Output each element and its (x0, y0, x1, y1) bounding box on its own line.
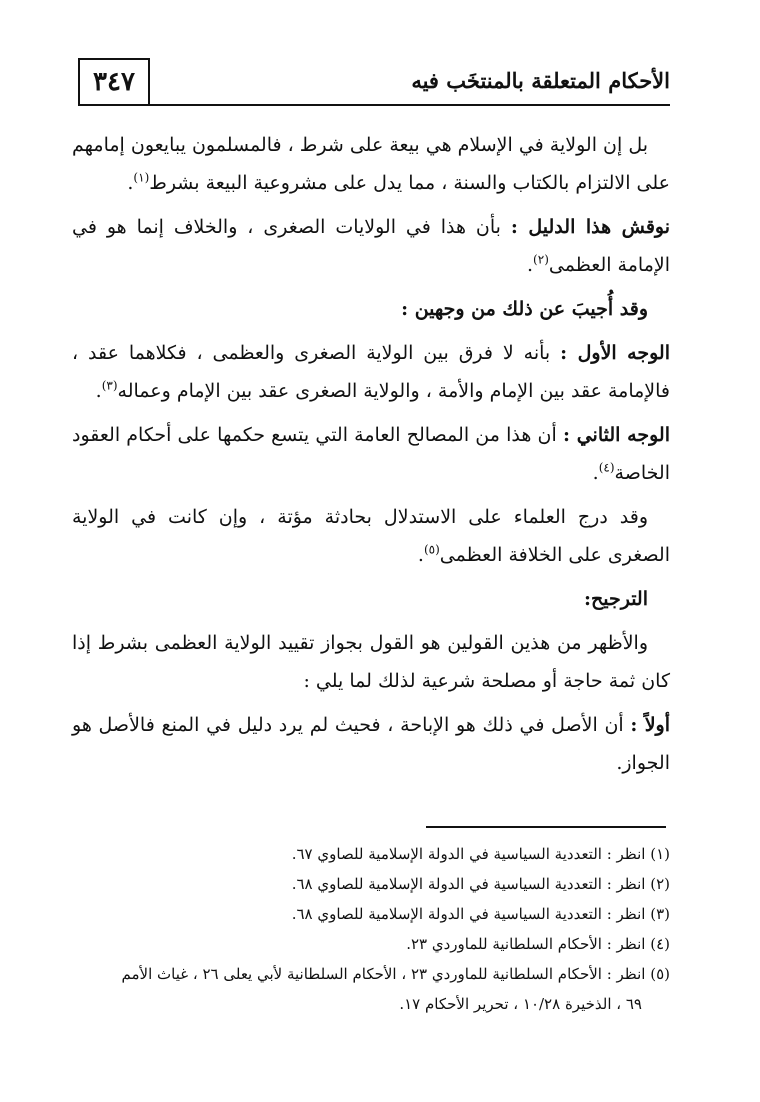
punctuation: . (95, 380, 102, 402)
paragraph-3: وقد أُجيبَ عن ذلك من وجهين : (401, 298, 648, 320)
punctuation: . (592, 462, 599, 484)
page-number-box (78, 58, 150, 106)
footnote-3: (٣) انظر : التعددية السياسية في الدولة الإسلامية للصاوي ٦٨. (291, 905, 670, 923)
punctuation: . (417, 544, 424, 566)
footnote-ref-1: (١) (133, 170, 150, 185)
paragraph-text: أن الأصل في ذلك هو الإباحة ، فحيث لم يرد دليل في المنع فالأصل هو الجواز. (72, 714, 670, 774)
paragraph-lead: الوجه الثاني : (562, 424, 670, 446)
footnote-1: (١) انظر : التعددية السياسية في الدولة الإسلامية للصاوي ٦٧. (291, 845, 670, 863)
paragraph-5 (72, 416, 670, 492)
footnote-ref-4: (٤) (598, 460, 615, 475)
paragraph-text: بأن هذا في الولايات الصغرى ، والخلاف إنما هو في الإمامة العظمى (72, 216, 670, 276)
paragraph-1 (72, 126, 670, 202)
paragraph-text: وقد درج العلماء على الاستدلال بحادثة مؤتة ، وإن كانت في الولاية الصغرى على الخلافة العظمى (72, 506, 670, 566)
footnote-2: (٢) انظر : التعددية السياسية في الدولة الإسلامية للصاوي ٦٨. (291, 875, 670, 893)
footnote-ref-2: (٢) (533, 252, 549, 267)
main-text (72, 126, 670, 788)
section-heading-tarjih: الترجيح: (583, 588, 648, 610)
paragraph-8: والأظهر من هذين القولين هو القول بجواز تقييد الولاية العظمى بشرط إذا كان ثمة حاجة أو مصلحة شرعية لذلك لما يلي : (72, 632, 670, 692)
paragraph-6 (72, 498, 670, 574)
paragraph-lead: نوقش هذا الدليل : (510, 216, 671, 238)
paragraph-lead: أولاً : (630, 714, 671, 736)
footnote-5: (٥) انظر : الأحكام السلطانية للماوردي ٢٣ ، الأحكام السلطانية لأبي يعلى ٢٦ ، غياث الأمم (121, 965, 670, 983)
footnote-separator (426, 826, 666, 828)
header-rule (150, 104, 670, 106)
footnotes (72, 840, 670, 1020)
paragraph-2 (72, 208, 670, 284)
paragraph-text: أن هذا من المصالح العامة التي يتسع حكمها على أحكام العقود الخاصة (72, 424, 670, 484)
paragraph-text: بل إن الولاية في الإسلام هي بيعة على شرط ، فالمسلمون يبايعون إمامهم على الالتزام بالكتاب والسنة ، مما يدل على مشروعية البيعة بشرط (72, 134, 670, 194)
running-title: الأحكام المتعلقة بالمنتخَب فيه (411, 68, 670, 93)
page-number: ٣٤٧ (93, 67, 135, 97)
paragraph-lead: الوجه الأول : (560, 342, 670, 364)
punctuation: . (527, 254, 534, 276)
footnote-4: (٤) انظر : الأحكام السلطانية للماوردي ٢٣. (406, 935, 670, 953)
punctuation: . (127, 172, 134, 194)
footnote-ref-5: (٥) (423, 542, 440, 557)
footnote-5-continued: ٦٩ ، الذخيرة ١٠/٢٨ ، تحرير الأحكام ١٧. (399, 995, 642, 1013)
paragraph-9 (72, 706, 670, 782)
page-header (78, 58, 670, 108)
paragraph-4 (72, 334, 670, 410)
footnote-ref-3: (٣) (101, 378, 118, 393)
paragraph-text: بأنه لا فرق بين الولاية الصغرى والعظمى ، فكلاهما عقد ، فالإمامة عقد بين الإمام والأمة ، والولاية الصغرى عقد بين الإمام وعماله (72, 342, 670, 402)
